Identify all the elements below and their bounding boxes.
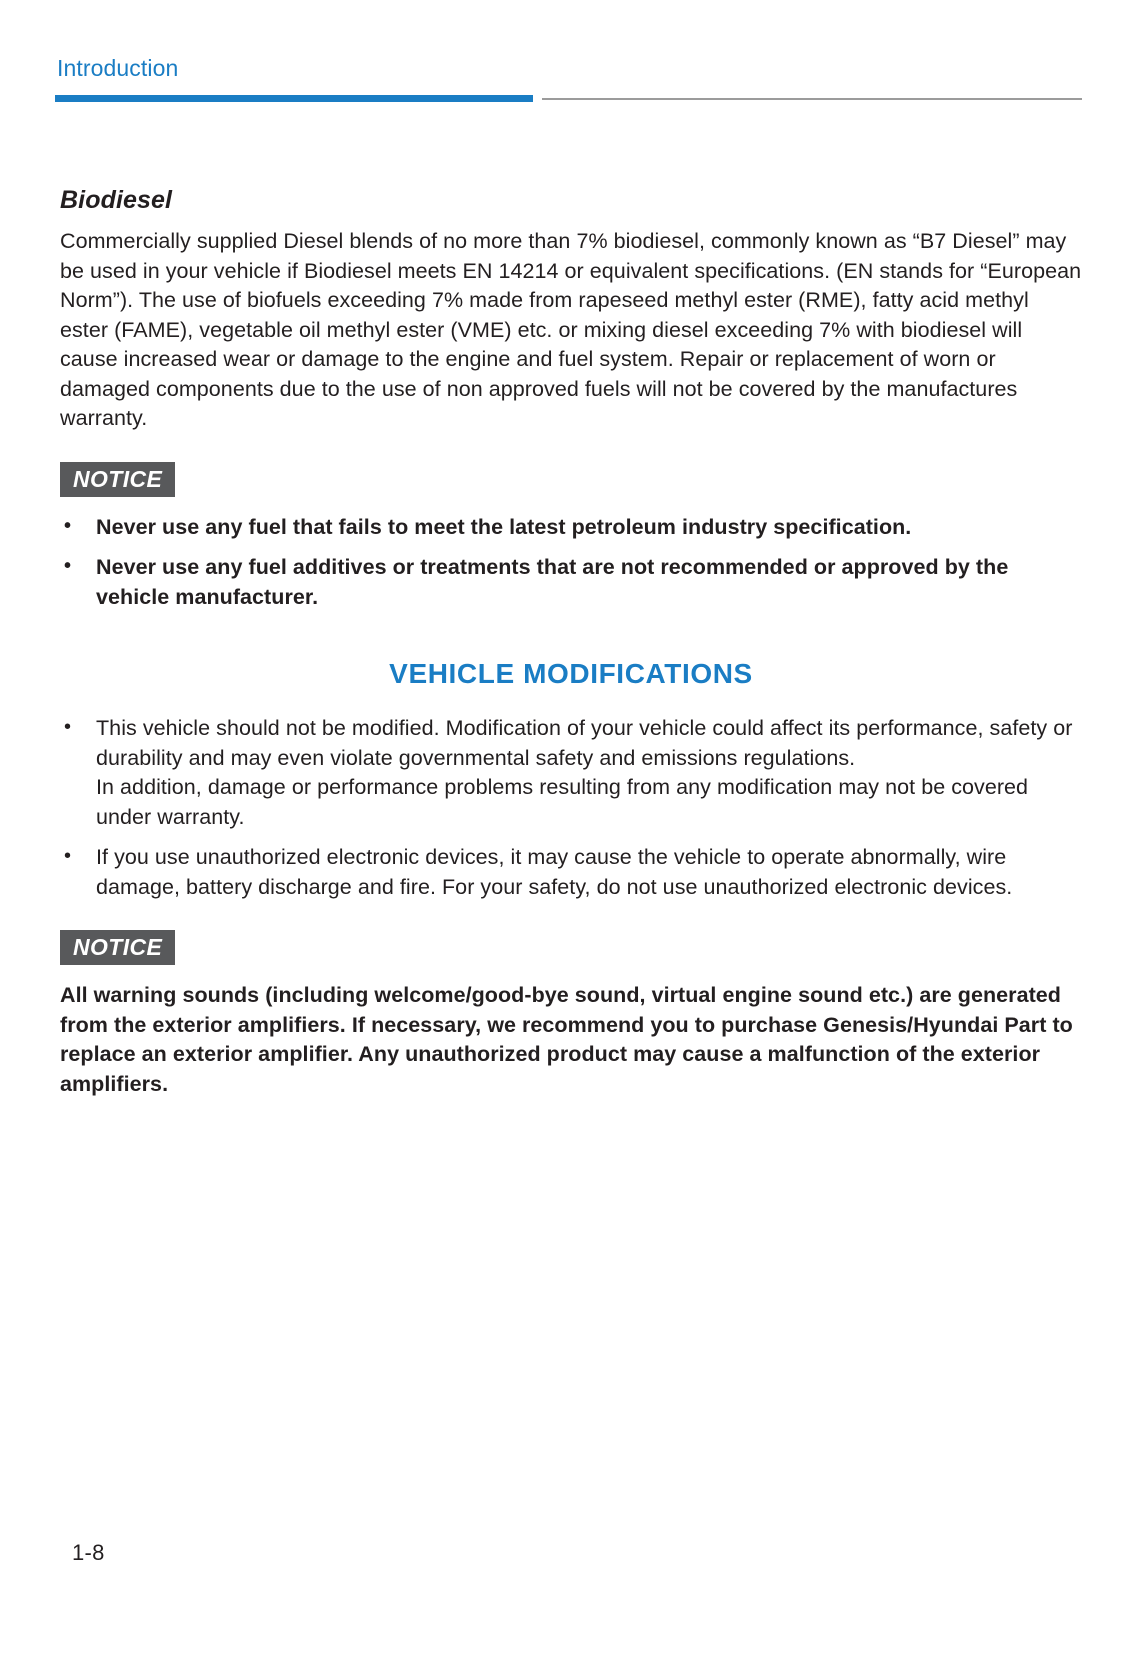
vehicle-modifications-list-2 — [60, 843, 1082, 902]
page-content — [60, 186, 1082, 1099]
header-rule-accent — [55, 95, 533, 102]
page-title: VEHICLE MODIFICATIONS — [389, 658, 753, 690]
notice-body — [60, 981, 1082, 1099]
notice-block-fuel — [60, 462, 1082, 613]
list-item: • Never use any fuel additives or treatments that are not recommended or approved by the vehicle manufacturer. — [60, 553, 1082, 612]
vehicle-modifications-list — [60, 714, 1082, 773]
page-number: 1-8 — [72, 1540, 105, 1565]
notice-paragraph: All warning sounds (including welcome/good-bye sound, virtual engine sound etc.) are generated from the exterior amplifiers. If necessary, we recommend you to purchase Genesis/Hyundai Part to replace an exterior amplifier. Any unauthorized product may cause a malfunction of the exterior amplifiers. — [60, 983, 1073, 1096]
biodiesel-heading: Biodiesel — [60, 186, 173, 214]
header-section-title: Introduction — [57, 55, 179, 81]
list-item: • Never use any fuel that fails to meet the latest petroleum industry specification. — [60, 513, 1082, 543]
list-item: • This vehicle should not be modified. Modification of your vehicle could affect its performance, safety or durability and may even violate governmental safety and emissions regulations. — [60, 714, 1082, 773]
biodiesel-paragraph: Commercially supplied Diesel blends of no more than 7% biodiesel, commonly known as “B7 Diesel” may be used in your vehicle if Biodiesel meets EN 14214 or equivalent specifications. (EN stands for “European Norm”). The use of biofuels exceeding 7% made from rapeseed methyl ester (RME), fatty acid methyl ester (FAME), vegetable oil methyl ester (VME) etc. or mixing diesel exceeding 7% with biodiesel will cause increased wear or damage to the engine and fuel system. Repair or replacement of worn or damaged components due to the use of non approved fuels will not be covered by the manufactures warranty. — [60, 229, 1082, 430]
notice-label: NOTICE — [60, 462, 175, 497]
header-divider — [55, 95, 1082, 102]
vehicle-modifications-subparagraph: In addition, damage or performance problems resulting from any modification may not be covered under warranty. — [96, 775, 1029, 829]
notice-body — [60, 513, 1082, 613]
header-rule-gray — [542, 98, 1082, 100]
list-item: • If you use unauthorized electronic devices, it may cause the vehicle to operate abnormally, wire damage, battery discharge and fire. For your safety, do not use unauthorized electronic devices. — [60, 843, 1082, 902]
notice-label: NOTICE — [60, 930, 175, 965]
notice-bullet-list — [60, 513, 1082, 613]
page-header — [55, 55, 1082, 102]
notice-block-sounds — [60, 930, 1082, 1099]
